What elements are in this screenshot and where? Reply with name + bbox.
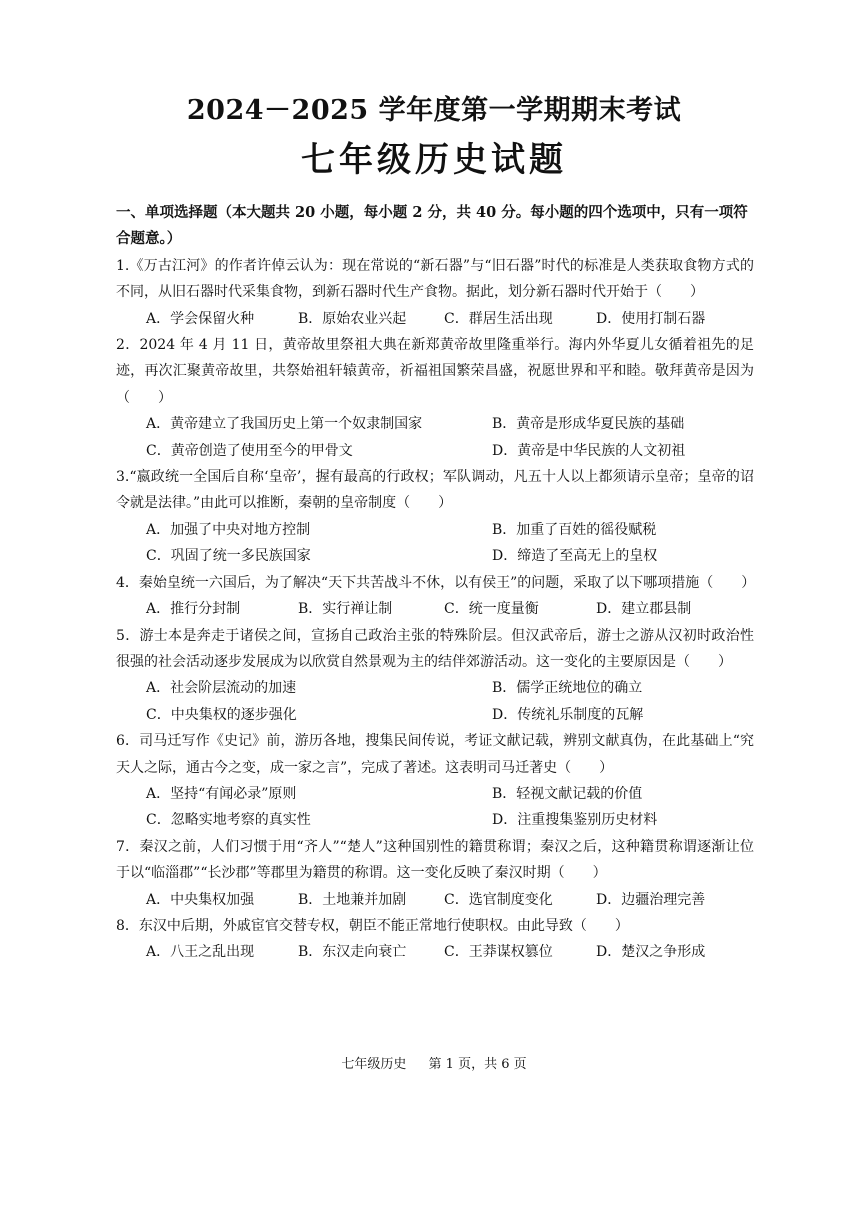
option-c: C．中央集权的逐步强化 (146, 706, 297, 723)
option-b: B．黄帝是形成华夏民族的基础 (492, 416, 685, 433)
option-b: B．加重了百姓的徭役赋税 (492, 521, 657, 538)
option-d: D．使用打制石器 (596, 310, 706, 327)
option-row (116, 596, 754, 622)
section-heading: 一、单项选择题（本大题共 20 小题，每小题 2 分，共 40 分。每小题的四个选项中，只有一项符合题意。） (116, 204, 748, 248)
option-d: D．传统礼乐制度的瓦解 (492, 706, 644, 723)
question-text: 8．东汉中后期，外戚宦官交替专权，朝臣不能正常地行使职权。由此导致（ ） (116, 917, 629, 934)
option-b: B．东汉走向衰亡 (298, 944, 407, 961)
option-c: C．巩固了统一多民族国家 (146, 548, 311, 565)
subject-title: 七年级历史试题 (301, 140, 567, 180)
option-d: D．边疆治理完善 (596, 891, 706, 908)
option-a: A．坚持“有闻必录”原则 (146, 785, 297, 802)
option-a: A．加强了中央对地方控制 (146, 521, 311, 538)
option-c: C．统一度量衡 (444, 601, 539, 618)
option-row (116, 675, 754, 701)
exam-content (116, 200, 754, 966)
question-text: 5．游士本是奔走于诸侯之间，宣扬自己政治主张的特殊阶层。但汉武帝后，游士之游从汉初时政治性很强的社会活动逐步发展成为以欣赏自然景观为主的结伴郊游活动。这一变化的主要原因是（ ） (116, 627, 754, 670)
option-d: D．注重搜集鉴别历史材料 (492, 812, 658, 829)
question-4 (116, 570, 754, 623)
option-row (116, 411, 754, 437)
question-7 (116, 834, 754, 913)
page-footer (0, 1053, 868, 1072)
option-b: B．原始农业兴起 (298, 310, 407, 327)
option-d: D．缔造了至高无上的皇权 (492, 548, 658, 565)
question-text: 4．秦始皇统一六国后，为了解决“天下共苦战斗不休，以有侯王”的问题，采取了以下哪项措施（ ） (116, 574, 756, 591)
option-a: A．推行分封制 (146, 601, 241, 618)
option-a: A．学会保留火种 (146, 310, 255, 327)
question-text: 6．司马迁写作《史记》前，游历各地，搜集民间传说，考证文献记载，辨别文献真伪，在此基础上“究天人之际，通古今之变，成一家之言”，完成了著述。这表明司马迁著史（ ） (116, 733, 754, 776)
question-text: 2．2024 年 4 月 11 日，黄帝故里祭祖大典在新郑黄帝故里隆重举行。海内外华夏儿女循着祖先的足迹，再次汇聚黄帝故里，共祭始祖轩辕黄帝，祈福祖国繁荣昌盛，祝愿世界和平和睦。敬拜黄帝是因为（ ） (116, 337, 754, 406)
option-a: A．社会阶层流动的加速 (146, 680, 297, 697)
question-5 (116, 623, 754, 729)
option-d: D．楚汉之争形成 (596, 944, 706, 961)
question-1 (116, 253, 754, 332)
question-text: 7．秦汉之前，人们习惯于用“齐人”“楚人”这种国别性的籍贯称谓；秦汉之后，这种籍贯称谓逐渐让位于以“临淄郡”“长沙郡”等郡里为籍贯的称谓。这一变化反映了秦汉时期（ ） (116, 838, 754, 882)
question-6 (116, 728, 754, 834)
question-8 (116, 913, 754, 966)
option-a: A．八王之乱出现 (146, 944, 255, 961)
question-2 (116, 332, 754, 464)
option-row (116, 807, 754, 833)
option-row (116, 781, 754, 807)
option-a: A．中央集权加强 (146, 891, 255, 908)
option-c: C．黄帝创造了使用至今的甲骨文 (146, 442, 353, 459)
option-c: C．忽略实地考察的真实性 (146, 812, 311, 829)
option-row (116, 306, 754, 332)
option-c: C．群居生活出现 (444, 310, 553, 327)
exam-title: 2024－2025 学年度第一学期期末考试 (186, 95, 682, 126)
option-b: B．土地兼并加剧 (298, 891, 407, 908)
footer-page-info: 第 1 页，共 6 页 (428, 1057, 527, 1072)
option-b: B．轻视文献记载的价值 (492, 785, 643, 802)
option-row (116, 939, 754, 965)
option-d: D．黄帝是中华民族的人文初祖 (492, 442, 686, 459)
question-text: 1.《万古江河》的作者许倬云认为：现在常说的“新石器”与“旧石器”时代的标准是人类获取食物方式的不同，从旧石器时代采集食物，到新石器时代生产食物。据此，划分新石器时代开始于（ ） (116, 257, 754, 301)
option-d: D．建立郡县制 (596, 601, 692, 618)
option-b: B．实行禅让制 (298, 601, 393, 618)
question-text: 3.“嬴政统一全国后自称‘皇帝’，握有最高的行政权；军队调动，凡五十人以上都须请示皇帝；皇帝的诏令就是法律。”由此可以推断，秦朝的皇帝制度（ ） (116, 469, 754, 512)
option-row (116, 702, 754, 728)
option-row (116, 438, 754, 464)
option-c: C．王莽谋权篡位 (444, 944, 553, 961)
option-row (116, 887, 754, 913)
option-row (116, 543, 754, 569)
option-a: A．黄帝建立了我国历史上第一个奴隶制国家 (146, 416, 423, 433)
footer-subject: 七年级历史 (341, 1057, 407, 1072)
option-row (116, 517, 754, 543)
option-b: B．儒学正统地位的确立 (492, 680, 643, 697)
question-3 (116, 464, 754, 570)
option-c: C．选官制度变化 (444, 891, 553, 908)
